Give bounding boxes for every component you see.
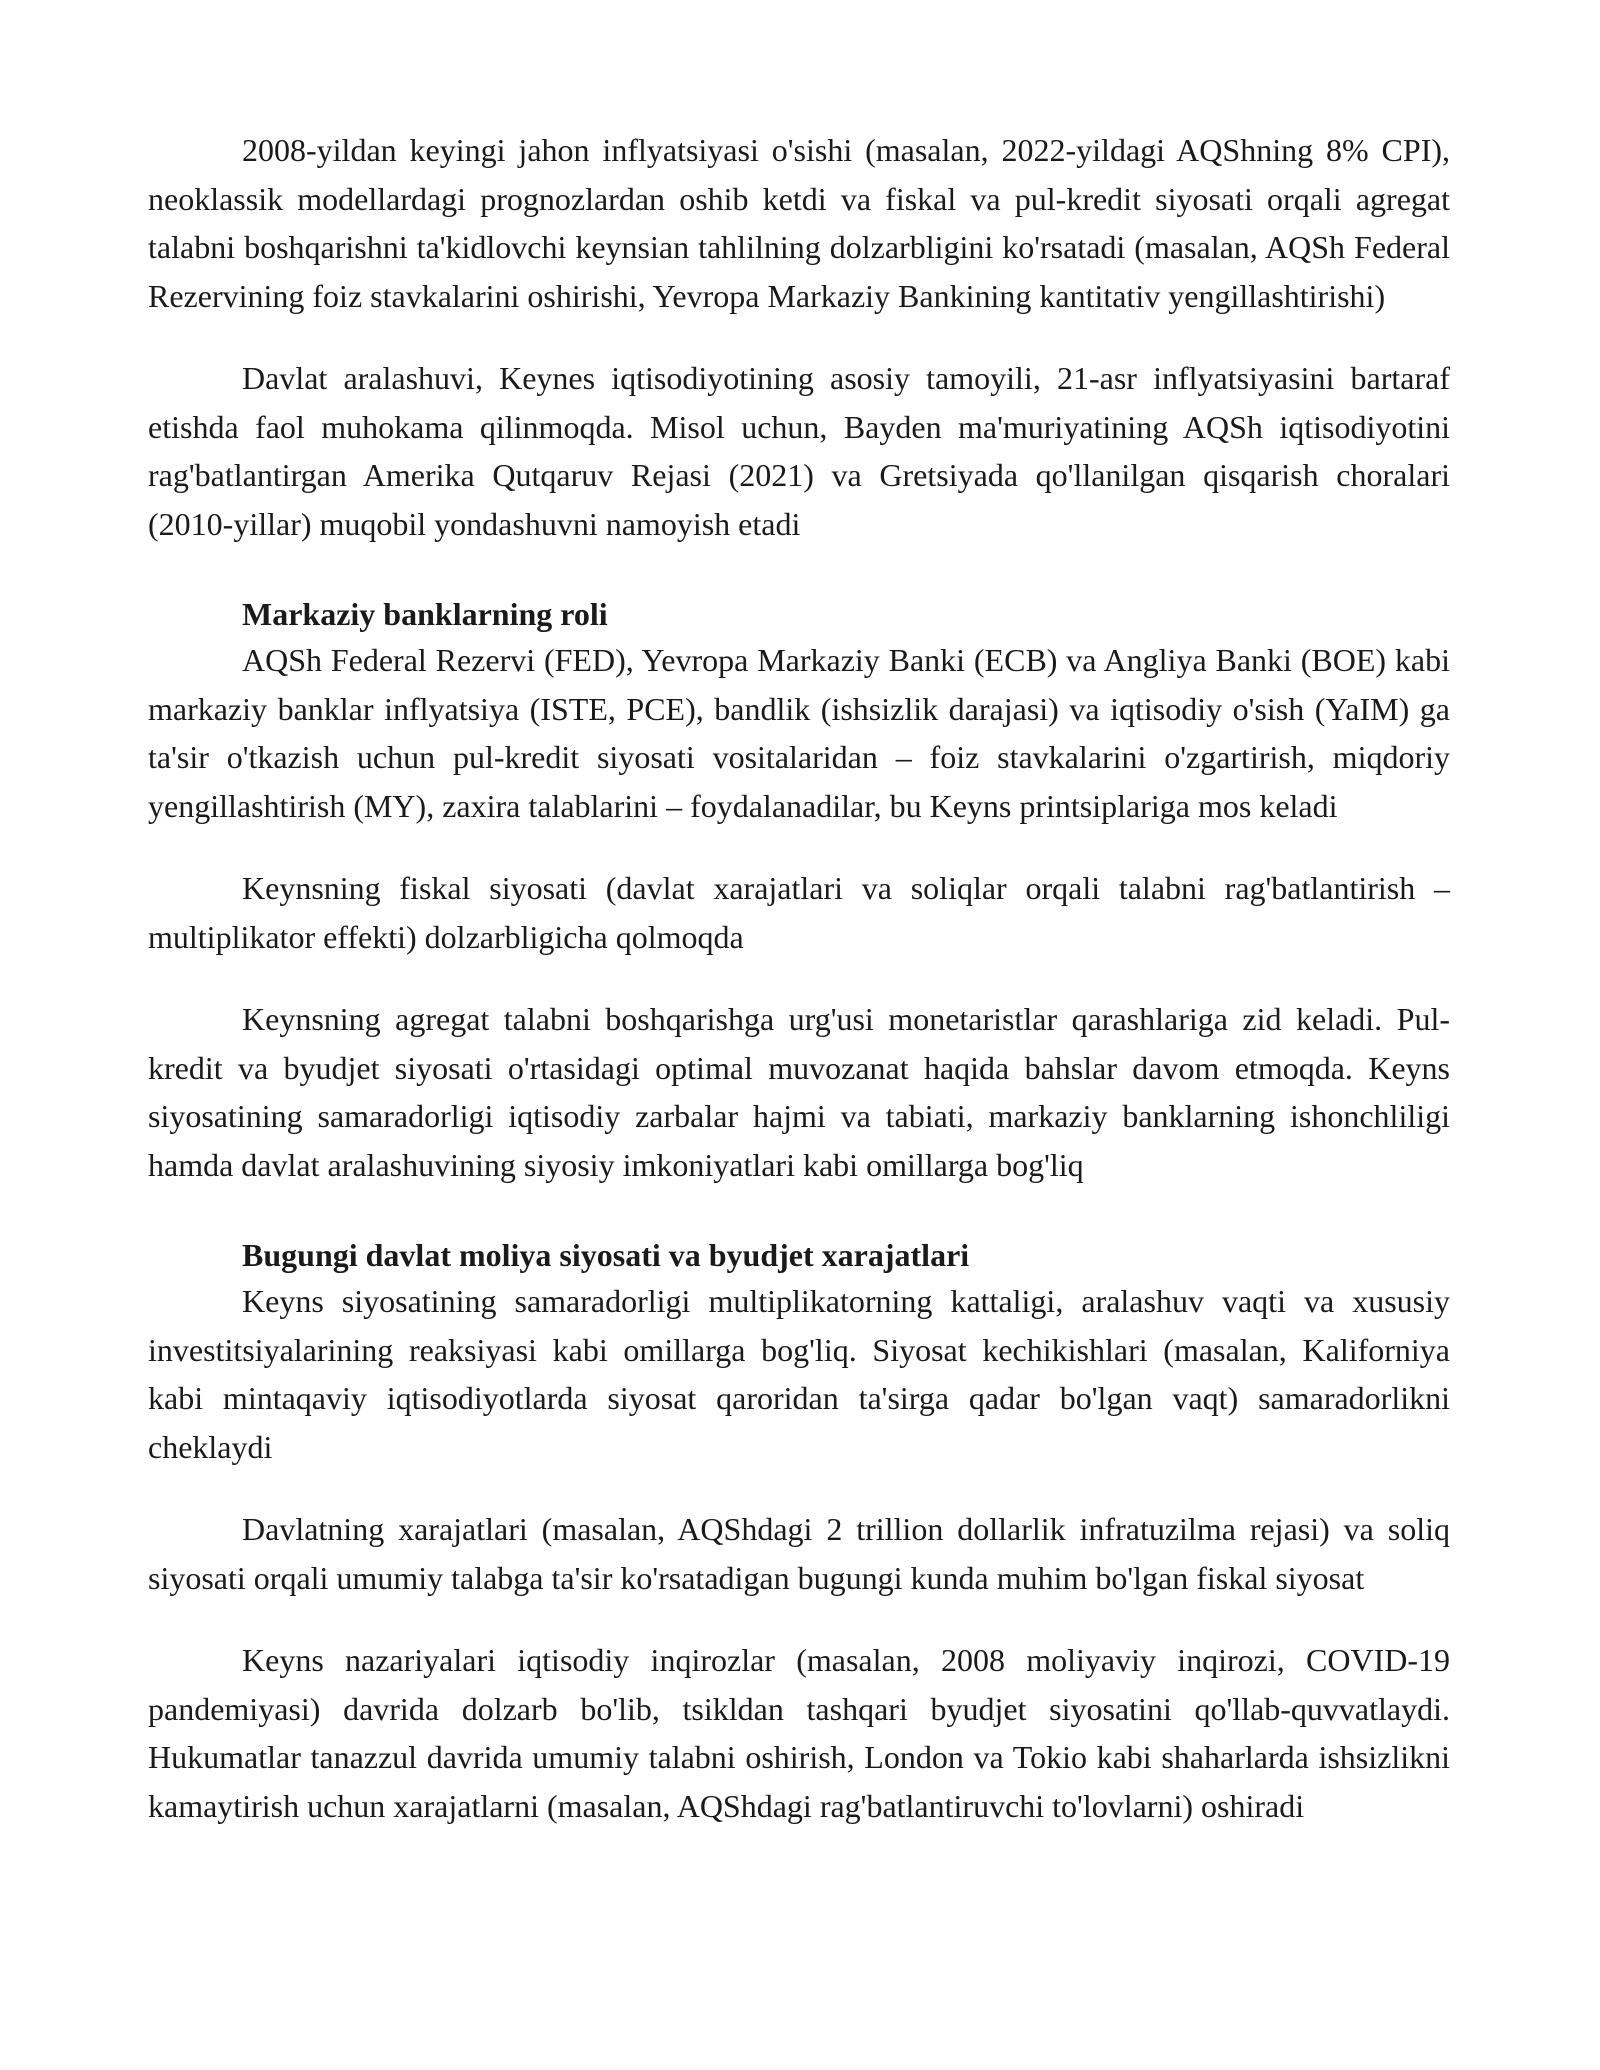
section-heading: Markaziy banklarning roli <box>242 596 608 632</box>
paragraph: Davlat aralashuvi, Keynes iqtisodiyotining asosiy tamoyili, 21-asr inflyatsiyasini bartaraf etishda faol muhokama qilinmoqda. Misol uchun, Bayden ma'muriyatining AQSh iqtisodiyotini rag'batlantirgan Amerika Qutqaruv Rejasi (2021) va Gretsiyada qo'llanilgan qisqarish choralari (2010-yillar) muqobil yondashuvni namoyish etadi <box>148 360 1450 542</box>
paragraph: Keynsning agregat talabni boshqarishga urg'usi monetaristlar qarashlariga zid keladi. Pul-kredit va byudjet siyosati o'rtasidagi optimal muvozanat haqida bahslar davom etmoqda. Keyns siyosatining samaradorligi iqtisodiy zarbalar hajmi va tabiati, markaziy banklarning ishonchliligi hamda davlat aralashuvining siyosiy imkoniyatlari kabi omillarga bog'liq <box>148 1001 1450 1183</box>
paragraph: Davlatning xarajatlari (masalan, AQShdagi 2 trillion dollarlik infratuzilma rejasi) va soliq siyosati orqali umumiy talabga ta'sir ko'rsatadigan bugungi kunda muhim bo'lgan fiskal siyosat <box>148 1511 1450 1596</box>
paragraph: AQSh Federal Rezervi (FED), Yevropa Markaziy Banki (ECB) va Angliya Banki (BOE) kabi markaziy banklar inflyatsiya (ISTE, PCE), bandlik (ishsizlik darajasi) va iqtisodiy o'sish (YaIM) ga ta'sir o'tkazish uchun pul-kredit siyosati vositalaridan – foiz stavkalarini o'zgartirish, miqdoriy yengillashtirish (MY), zaxira talablarini – foydalanadilar, bu Keyns printsiplariga mos keladi <box>148 642 1450 824</box>
paragraph: 2008-yildan keyingi jahon inflyatsiyasi o'sishi (masalan, 2022-yildagi AQShning 8% CPI), neoklassik modellardagi prognozlardan oshib ketdi va fiskal va pul-kredit siyosati orqali agregat talabni boshqarishni ta'kidlovchi keynsian tahlilning dolzarbligini ko'rsatadi (masalan, AQSh Federal Rezervining foiz stavkalarini oshirishi, Yevropa Markaziy Bankining kantitativ yengillashtirishi) <box>148 132 1450 314</box>
document-page <box>148 126 1450 1864</box>
paragraph: Keynsning fiskal siyosati (davlat xarajatlari va soliqlar orqali talabni rag'batlantirish – multiplikator effekti) dolzarbligicha qolmoqda <box>148 870 1450 955</box>
paragraph: Keyns nazariyalari iqtisodiy inqirozlar (masalan, 2008 moliyaviy inqirozi, COVID-19 pandemiyasi) davrida dolzarb bo'lib, tsikldan tashqari byudjet siyosatini qo'llab-quvvatlaydi. Hukumatlar tanazzul davrida umumiy talabni oshirish, London va Tokio kabi shaharlarda ishsizlikni kamaytirish uchun xarajatlarni (masalan, AQShdagi rag'batlantiruvchi to'lovlarni) oshiradi <box>148 1642 1450 1824</box>
section-heading: Bugungi davlat moliya siyosati va byudjet xarajatlari <box>242 1237 970 1273</box>
paragraph: Keyns siyosatining samaradorligi multiplikatorning kattaligi, aralashuv vaqti va xususiy investitsiyalarining reaksiyasi kabi omillarga bog'liq. Siyosat kechikishlari (masalan, Kaliforniya kabi mintaqaviy iqtisodiyotlarda siyosat qaroridan ta'sirga qadar bo'lgan vaqt) samaradorlikni cheklaydi <box>148 1283 1450 1465</box>
